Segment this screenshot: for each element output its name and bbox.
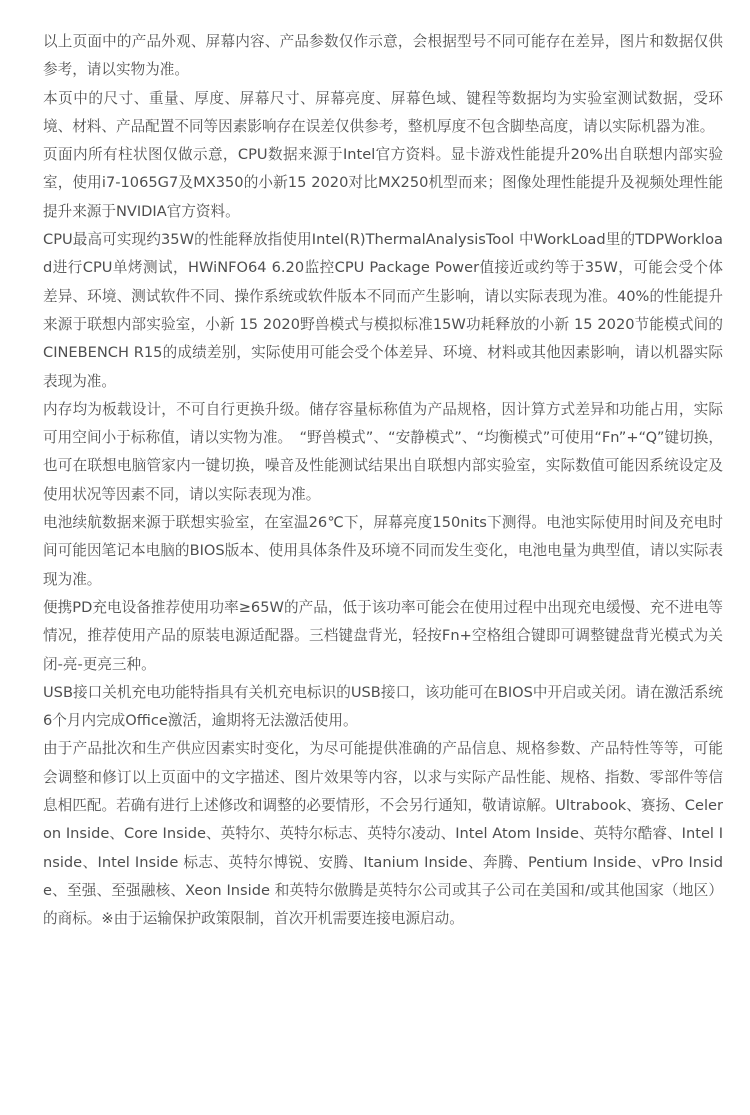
disclaimer-text-block [43,28,723,934]
paragraph-chart-disclaimer: 页面内所有柱状图仅做示意，CPU数据来源于Intel官方资料。显卡游戏性能提升20%出自联想内部实验室，使用i7-1065G7及MX350的小新15 2020对比MX250机型而来；图像处理性能提升及视频处理性能提升来源于NVIDIA官方资料。 [43,146,723,220]
paragraph-dimensions-disclaimer: 本页中的尺寸、重量、厚度、屏幕尺寸、屏幕亮度、屏幕色域、键程等数据均为实验室测试数据，受环境、材料、产品配置不同等因素影响存在误差仅供参考，整机厚度不包含脚垫高度，请以实际机器为准。 [43,89,723,135]
paragraph-memory-mode-disclaimer: 内存均为板载设计，不可自行更换升级。储存容量标称值为产品规格，因计算方式差异和功能占用，实际可用空间小于标称值，请以实物为准。 “野兽模式”、“安静模式”、“均衡模式”可使用“Fn”+“Q”键切换，也可在联想电脑管家内一键切换，噪音及性能测试结果出自联想内部实验室，实际数值可能因系统设定及使用状况等因素不同，请以实际表现为准。 [43,400,723,503]
paragraph-battery-disclaimer: 电池续航数据来源于联想实验室，在室温26℃下，屏幕亮度150nits下测得。电池实际使用时间及充电时间可能因笔记本电脑的BIOS版本、使用具体条件及环境不同而发生变化，电池电量为典型值，请以实际表现为准。 [43,514,723,588]
paragraph-usb-office-disclaimer: USB接口关机充电功能特指具有关机充电标识的USB接口，该功能可在BIOS中开启或关闭。请在激活系统6个月内完成Office激活，逾期将无法激活使用。 [43,683,723,730]
paragraph-charging-disclaimer: 便携PD充电设备推荐使用功率≥65W的产品，低于该功率可能会在使用过程中出现充电缓慢、充不进电等情况，推荐使用产品的原装电源适配器。三档键盘背光，轻按Fn+空格组合键即可调整键盘背光模式为关闭-亮-更亮三种。 [43,598,723,673]
paragraph-trademark-disclaimer: 由于产品批次和生产供应因素实时变化，为尽可能提供准确的产品信息、规格参数、产品特性等等，可能会调整和修订以上页面中的文字描述、图片效果等内容，以求与实际产品性能、规格、指数、零部件等信息相匹配。若确有进行上述修改和调整的必要情形，不会另行通知，敬请谅解。Ultrabook、赛扬、Celeron Inside、Core Inside、英特尔、英特尔标志、英特尔凌动、Intel Atom Inside、英特尔酷睿、Intel Inside、Intel Inside 标志、英特尔博锐、安腾、Itanium Inside、奔腾、Pentium Inside、vPro Inside、至强、至强融核、Xeon Inside 和英特尔傲腾是英特尔公司或其子公司在美国和/或其他国家（地区）的商标。※由于运输保护政策限制，首次开机需要连接电源启动。 [43,740,723,928]
paragraph-cpu-performance-disclaimer: CPU最高可实现约35W的性能释放指使用Intel(R)ThermalAnalysisTool 中WorkLoad里的TDPWorkload进行CPU单烤测试，HWiNFO64 6.20监控CPU Package Power值接近或约等于35W，可能会受个体差异、环境、测试软件不同、操作系统或软件版本不同而产生影响，请以实际表现为准。40%的性能提升来源于联想内部实验室，小新 15 2020野兽模式与模拟标准15W功耗释放的小新 15 2020节能模式间的 CINEBENCH R15的成绩差别，实际使用可能会受个体差异、环境、材料或其他因素影响，请以机器实际表现为准。 [43,231,723,390]
paragraph-appearance-disclaimer: 以上页面中的产品外观、屏幕内容、产品参数仅作示意，会根据型号不同可能存在差异，图片和数据仅供参考，请以实物为准。 [43,33,723,79]
